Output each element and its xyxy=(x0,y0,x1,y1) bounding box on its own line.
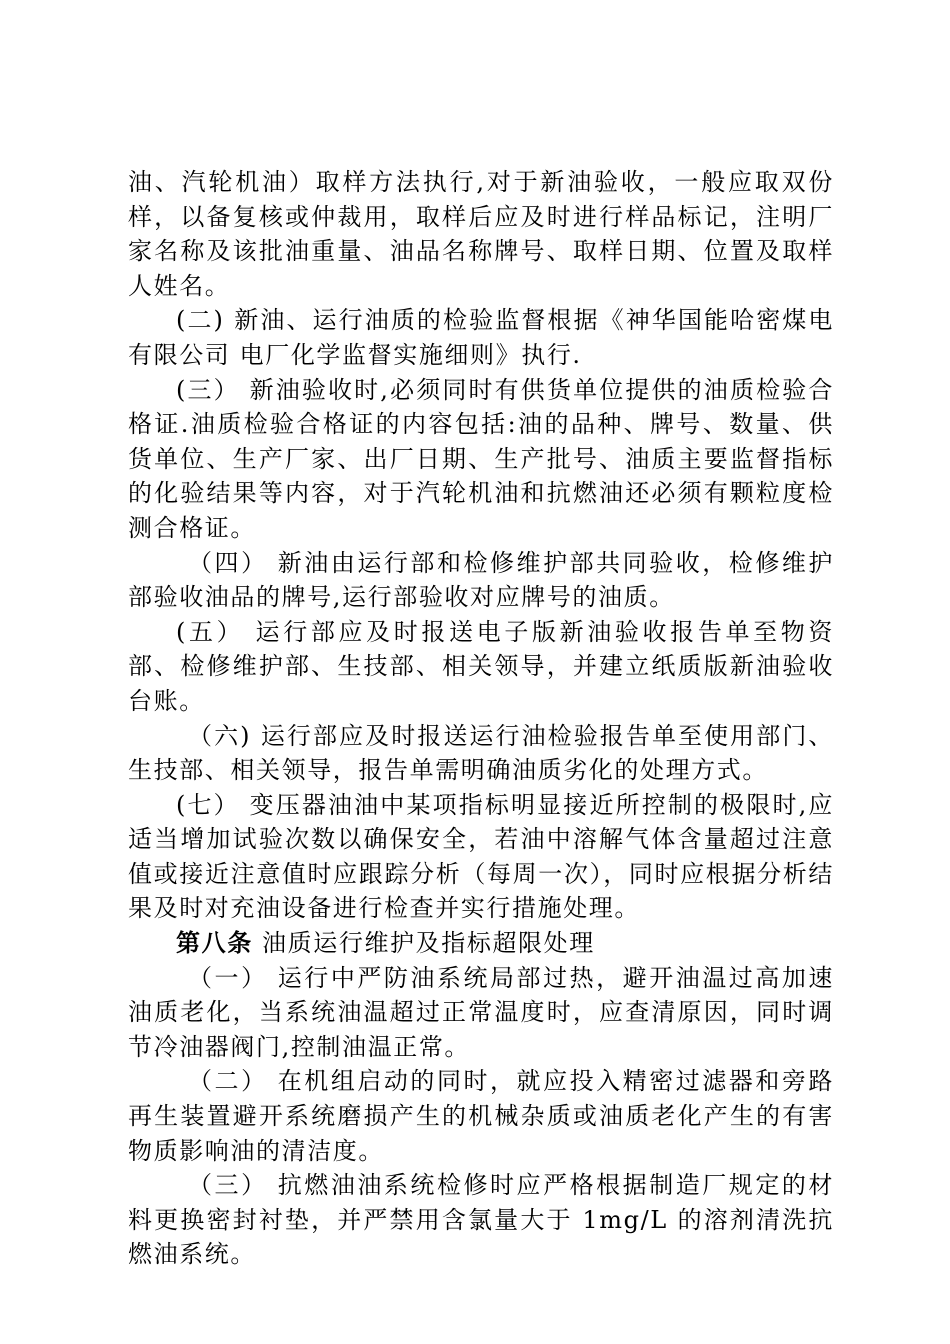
article-title: 油质运行维护及指标超限处理 xyxy=(252,929,595,958)
paragraph-continuation: 油、汽轮机油）取样方法执行,对于新油验收，一般应取双份样，以备复核或仲裁用，取样后应及时进行样品标记，注明厂家名称及该批油重量、油品名称牌号、取样日期、位置及取样人姓名。 xyxy=(128,168,834,300)
article-number: 第八条 xyxy=(176,929,253,958)
paragraph-sub-3: （三） 抗燃油油系统检修时应严格根据制造厂规定的材料更换密封衬垫，并严禁用含氯量大于 1mg/L 的溶剂清洗抗燃油系统。 xyxy=(128,1171,834,1269)
paragraph-sub-2: （二） 在机组启动的同时，就应投入精密过滤器和旁路再生装置避开系统磨损产生的机械杂质或油质老化产生的有害物质影响油的清洁度。 xyxy=(128,1067,834,1165)
paragraph-item-5: (五） 运行部应及时报送电子版新油验收报告单至物资部、检修维护部、生技部、相关领导，并建立纸质版新油验收台账。 xyxy=(128,617,834,715)
paragraph-item-7: (七） 变压器油油中某项指标明显接近所控制的极限时,应适当增加试验次数以确保安全，若油中溶解气体含量超过注意值或接近注意值时应跟踪分析（每周一次），同时应根据分析结果及时对充油设备进行检查并实行措施处理。 xyxy=(128,790,834,923)
paragraph-item-4: （四） 新油由运行部和检修维护部共同验收，检修维护部验收油品的牌号,运行部验收对应牌号的油质。 xyxy=(128,548,834,612)
paragraph-sub-1: （一） 运行中严防油系统局部过热，避开油温过高加速油质老化，当系统油温超过正常温度时，应查清原因，同时调节冷油器阀门,控制油温正常。 xyxy=(128,963,834,1061)
article-heading xyxy=(128,926,834,961)
paragraph-item-2: (二) 新油、运行油质的检验监督根据《神华国能哈密煤电有限公司 电厂化学监督实施细则》执行. xyxy=(128,306,834,369)
paragraph-item-3: (三） 新油验收时,必须同时有供货单位提供的油质检验合格证.油质检验合格证的内容包括:油的品种、牌号、数量、供货单位、生产厂家、出厂日期、生产批号、油质主要监督指标的化验结果等内容，对于汽轮机油和抗燃油还必须有颗粒度检测合格证。 xyxy=(128,375,834,542)
document-page xyxy=(128,165,834,1272)
paragraph-item-6: （六) 运行部应及时报送运行油检验报告单至使用部门、生技部、相关领导，报告单需明确油质劣化的处理方式。 xyxy=(128,721,834,785)
